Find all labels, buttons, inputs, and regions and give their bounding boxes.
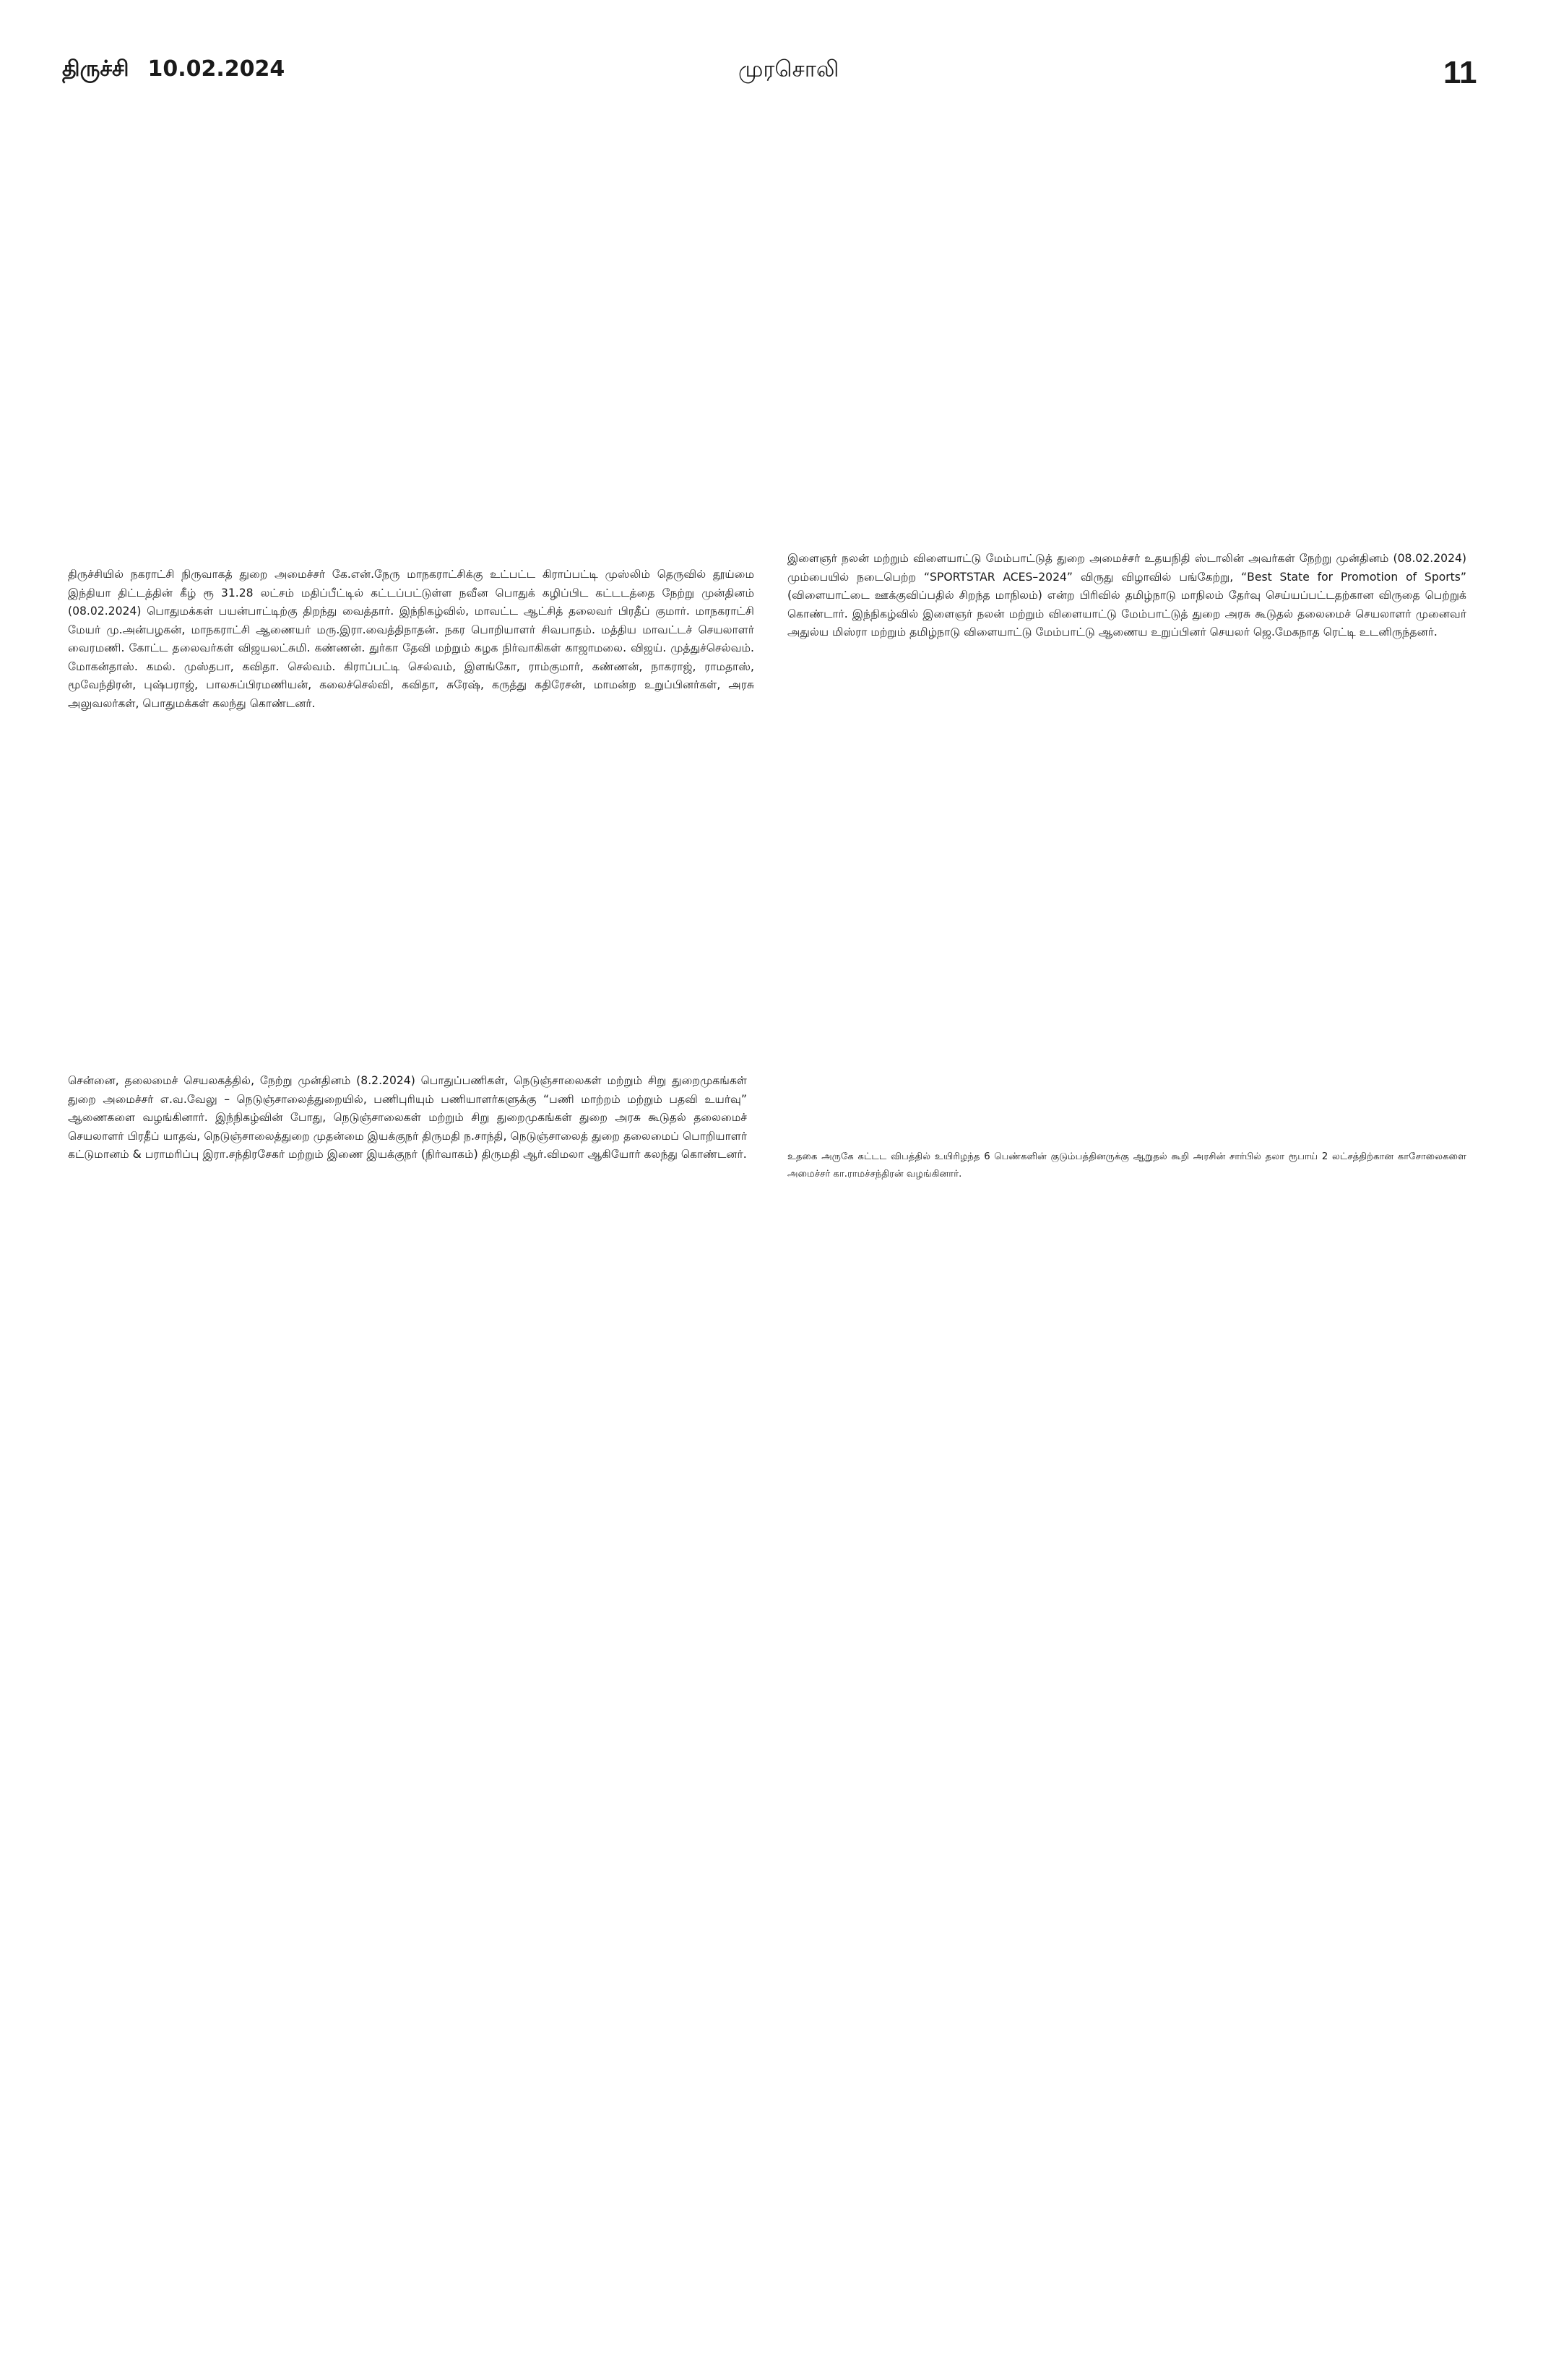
header-city: திருச்சி <box>62 56 129 82</box>
caption-trichy-health-center: திருச்சியில் நகராட்சி நிருவாகத் துறை அமைச்சர் கே.என்.நேரு மாநகராட்சிக்கு உட்பட்ட கிராப்பட்டி முஸ்லிம் தெருவில் தூய்மை இந்தியா திட்டத்தின் கீழ் ரூ 31.28 லட்சம் மதிப்பீட்டில் கட்டப்பட்டுள்ள நவீன பொதுக் கழிப்பிட கட்டடத்தை நேற்று முன்தினம் (08.02.2024) பொதுமக்கள் பயன்பாட்டிற்கு திறந்து வைத்தார். இந்நிகழ்வில், மாவட்ட ஆட்சித் தலைவர் பிரதீப் குமார். மாநகராட்சி மேயர் மு.அன்பழகன், மாநகராட்சி ஆணையர் மரு.இரா.வைத்திநாதன். நகர பொறியாளர் சிவபாதம். மத்திய மாவட்டச் செயலாளர் வைரமணி. கோட்ட தலைவர்கள் விஜயலட்சுமி. கண்ணன். துர்கா தேவி மற்றும் கழக நிர்வாகிகள் காஜாமலை. விஜய். முத்துச்செல்வம். மோகன்தாஸ். கமல். முஸ்தபா, கவிதா. செல்வம். கிராப்பட்டி செல்வம், இளங்கோ, ராம்குமார், கண்ணன், நாகராஜ், ராமதாஸ், மூவேந்திரன், புஷ்பராஜ், பாலசுப்பிரமணியன், கலைச்செல்வி, கவிதா, சுரேஷ், கருத்து கதிரேசன், மாமன்ற உறுப்பினர்கள், அரசு அலுவலர்கள், பொதுமக்கள் கலந்து கொண்டனர். <box>68 568 754 710</box>
header-city-date <box>62 56 285 85</box>
page-number: 11 <box>1443 55 1477 90</box>
newspaper-name: முரசொலி <box>738 56 839 82</box>
caption-ooty-relief: உதகை அருகே கட்டட விபத்தில் உயிரிழந்த 6 பெண்களின் குடும்பத்தினருக்கு ஆறுதல் கூறி அரசின் சார்பில் தலா ரூபாய் 2 லட்சத்திற்கான காசோலைகளை அமைச்சர் கா.ராமச்சந்திரன் வழங்கினார். <box>787 1151 1466 1180</box>
caption-sportstar-aces: இளைஞர் நலன் மற்றும் விளையாட்டு மேம்பாட்டுத் துறை அமைச்சர் உதயநிதி ஸ்டாலின் அவர்கள் நேற்று முன்தினம் (08.02.2024) மும்பையில் நடைபெற்ற “SPORTSTAR ACES–2024” விருது விழாவில் பங்கேற்று, “Best State for Promotion of Sports” (விளையாட்டை ஊக்குவிப்பதில் சிறந்த மாநிலம்) என்ற பிரிவில் தமிழ்நாடு மாநிலம் தேர்வு செய்யப்பட்டதற்கான விருதை பெற்றுக் கொண்டார். இந்நிகழ்வில் இளைஞர் நலன் மற்றும் விளையாட்டு மேம்பாட்டுத் துறை அரசு கூடுதல் தலைமைச் செயலாளர் முனைவர் அதுல்ய மிஸ்ரா மற்றும் தமிழ்நாடு விளையாட்டு மேம்பாட்டு ஆணைய உறுப்பினர் செயலர் ஜெ.மேகநாத ரெட்டி உடனிருந்தனர். <box>787 552 1466 639</box>
header-date: 10.02.2024 <box>147 56 285 82</box>
caption-highways-promotion: சென்னை, தலைமைச் செயலகத்தில், நேற்று முன்தினம் (8.2.2024) பொதுப்பணிகள், நெடுஞ்சாலைகள் மற்றும் சிறு துறைமுகங்கள் துறை அமைச்சர் எ.வ.வேலு – நெடுஞ்சாலைத்துறையில், பணிபுரியும் பணியாளர்களுக்கு “பணி மாற்றம் மற்றும் பதவி உயர்வு” ஆணைகளை வழங்கினார். இந்நிகழ்வின் போது, நெடுஞ்சாலைகள் மற்றும் சிறு துறைமுகங்கள் துறை அரசு கூடுதல் தலைமைச் செயலாளர் பிரதீப் யாதவ், நெடுஞ்சாலைத்துறை முதன்மை இயக்குநர் திருமதி ந.சாந்தி, நெடுஞ்சாலைத் துறை தலைமைப் பொறியாளர் கட்டுமானம் & பராமரிப்பு இரா.சந்திரசேகர் மற்றும் இணை இயக்குநர் (நிர்வாகம்) திருமதி ஆர்.விமலா ஆகியோர் கலந்து கொண்டனர். <box>68 1074 747 1161</box>
